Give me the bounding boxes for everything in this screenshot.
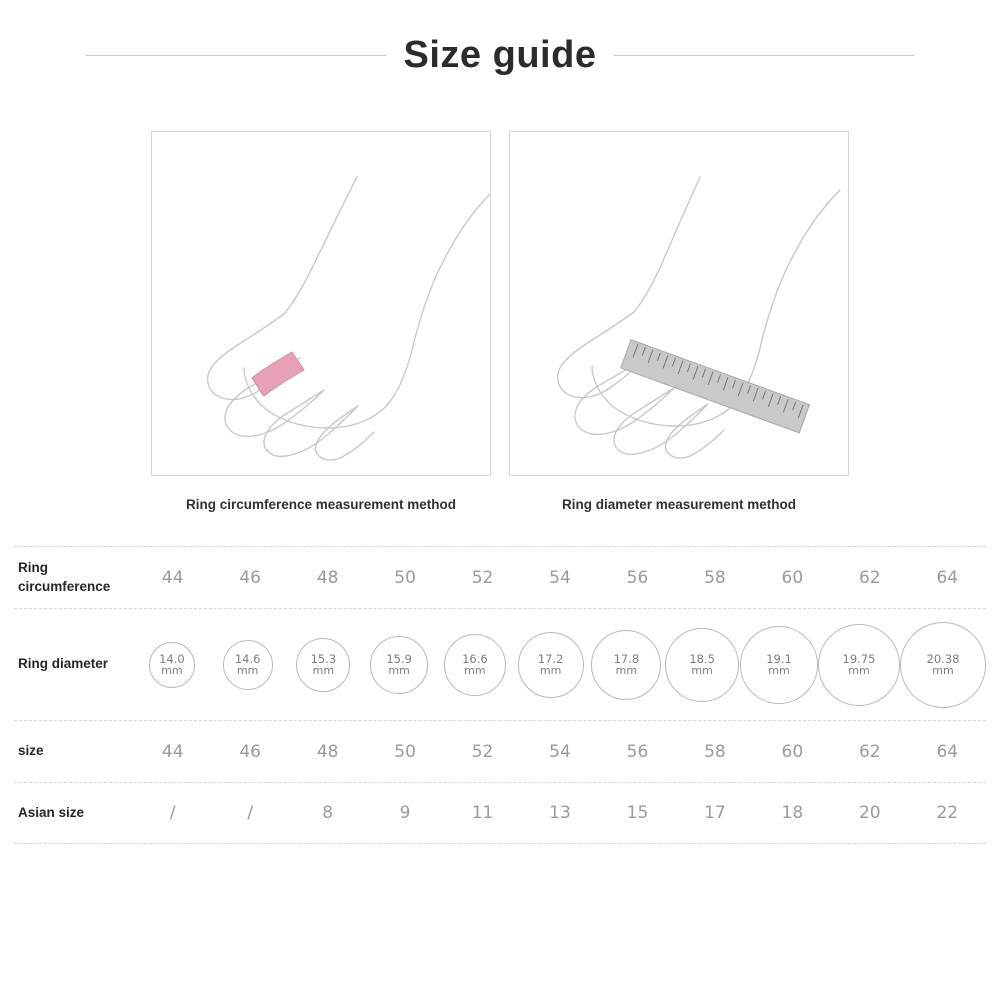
- table-cell: 60: [781, 741, 804, 762]
- illustrations: [0, 131, 1000, 512]
- hand-with-ring-icon: [152, 132, 491, 476]
- diameter-unit: mm: [312, 663, 335, 677]
- table-cell: 22: [936, 803, 959, 823]
- diameter-cell: [513, 632, 589, 698]
- diameter-value: 15.9: [386, 651, 412, 666]
- table-cell: 64: [936, 741, 959, 762]
- table-cell: 56: [626, 741, 649, 762]
- row-values-size: [134, 742, 986, 762]
- table-cell: 8: [322, 803, 334, 823]
- diameter-unit: mm: [615, 663, 638, 677]
- diameter-unit: mm: [236, 663, 259, 677]
- diameter-value: 19.75: [842, 651, 876, 666]
- diameter-cell: [818, 624, 900, 706]
- table-cell: 9: [399, 803, 411, 823]
- table-cell: 60: [781, 567, 804, 588]
- table-row-ring-circumference: [14, 546, 986, 608]
- table-cell: 46: [239, 567, 261, 588]
- table-cell: 64: [936, 567, 959, 588]
- row-values-ring-diameter: [134, 622, 986, 708]
- diameter-circle: [296, 638, 350, 692]
- page-title-row: [0, 0, 1000, 77]
- table-cell: 48: [316, 741, 339, 762]
- ring-band: [252, 352, 304, 396]
- row-values-ring-circumference: [134, 568, 986, 588]
- table-cell: 17: [704, 803, 726, 823]
- diameter-circle: [223, 640, 273, 690]
- diameter-value: 17.8: [613, 651, 640, 666]
- page-title: Size guide: [403, 34, 597, 76]
- diameter-circle: [591, 630, 661, 700]
- diameter-circle: [444, 634, 506, 696]
- table-cell: 15: [626, 803, 649, 823]
- diameter-unit: mm: [464, 663, 486, 677]
- table-cell: /: [169, 803, 176, 823]
- illustration-ring-diameter: [509, 131, 849, 512]
- table-row-size: [14, 720, 986, 782]
- diameter-unit: mm: [848, 663, 870, 677]
- table-cell: 20: [858, 803, 881, 823]
- table-cell: 58: [704, 741, 726, 762]
- table-cell: 62: [858, 741, 881, 762]
- table-cell: 58: [704, 567, 726, 588]
- table-cell: 50: [394, 567, 416, 588]
- diameter-unit: mm: [768, 663, 790, 677]
- row-label-size: size: [18, 743, 44, 759]
- diameter-value: 18.5: [689, 651, 715, 666]
- table-cell: 48: [316, 567, 339, 588]
- table-cell: 54: [549, 741, 571, 762]
- diameter-unit: mm: [388, 663, 410, 677]
- diameter-unit: mm: [691, 663, 713, 677]
- diameter-unit: mm: [161, 663, 183, 677]
- size-table: [14, 546, 986, 844]
- table-cell: 13: [549, 803, 571, 823]
- table-row-ring-diameter: [14, 608, 986, 720]
- table-cell: 56: [626, 567, 649, 588]
- diameter-cell: [664, 628, 740, 702]
- table-cell: 50: [394, 741, 416, 762]
- diameter-circle: [665, 628, 739, 702]
- hand-with-ruler-icon: [510, 132, 849, 476]
- table-row-asian-size: [14, 782, 986, 844]
- diameter-value: 14.6: [234, 651, 261, 666]
- diameter-value: 15.3: [310, 651, 337, 666]
- diameter-cell: [361, 636, 437, 694]
- table-cell: /: [247, 803, 254, 823]
- table-cell: 11: [471, 803, 494, 823]
- ruler: [621, 340, 810, 433]
- diameter-unit: mm: [932, 663, 954, 677]
- diameter-cell: [589, 630, 665, 700]
- diameter-value: 16.6: [462, 651, 488, 666]
- row-label-asian-size: Asian size: [18, 804, 85, 820]
- table-cell: 52: [471, 567, 494, 588]
- title-rule-left: [86, 55, 386, 56]
- diameter-value: 14.0: [159, 651, 185, 666]
- diameter-value: 17.2: [537, 651, 564, 666]
- diameter-value: 19.1: [766, 651, 792, 666]
- table-cell: 18: [781, 803, 804, 823]
- diameter-circle: [149, 642, 195, 688]
- row-values-asian-size: [134, 803, 986, 823]
- diameter-cell: [740, 626, 818, 704]
- diameter-circle: [818, 624, 900, 706]
- diameter-cell: [900, 622, 986, 708]
- diameter-value: 20.38: [926, 651, 960, 666]
- illustration-caption-diameter: Ring diameter measurement method: [561, 497, 797, 512]
- table-cell: 62: [858, 567, 881, 588]
- illustration-caption-circumference: Ring circumference measurement method: [185, 497, 457, 512]
- table-cell: 52: [471, 741, 494, 762]
- diameter-unit: mm: [539, 663, 562, 677]
- row-label-ring-diameter: Ring diameter: [18, 656, 109, 672]
- table-cell: 46: [239, 741, 261, 762]
- diameter-circle: [740, 626, 818, 704]
- diameter-circle: [900, 622, 986, 708]
- diameter-circle: [518, 632, 584, 698]
- illustration-ring-circumference: [151, 131, 491, 512]
- title-rule-right: [614, 55, 914, 56]
- diameter-cell: [437, 634, 513, 696]
- table-cell: 54: [549, 567, 571, 588]
- diameter-cell: [210, 640, 286, 690]
- table-cell: 44: [161, 567, 184, 588]
- diameter-circle: [370, 636, 428, 694]
- illustration-box-diameter: [509, 131, 849, 476]
- table-cell: 44: [161, 741, 184, 762]
- illustration-box-circumference: [151, 131, 491, 476]
- diameter-cell: [286, 638, 362, 692]
- diameter-cell: [134, 642, 210, 688]
- row-label-ring-circumference: Ring circumference: [18, 560, 111, 594]
